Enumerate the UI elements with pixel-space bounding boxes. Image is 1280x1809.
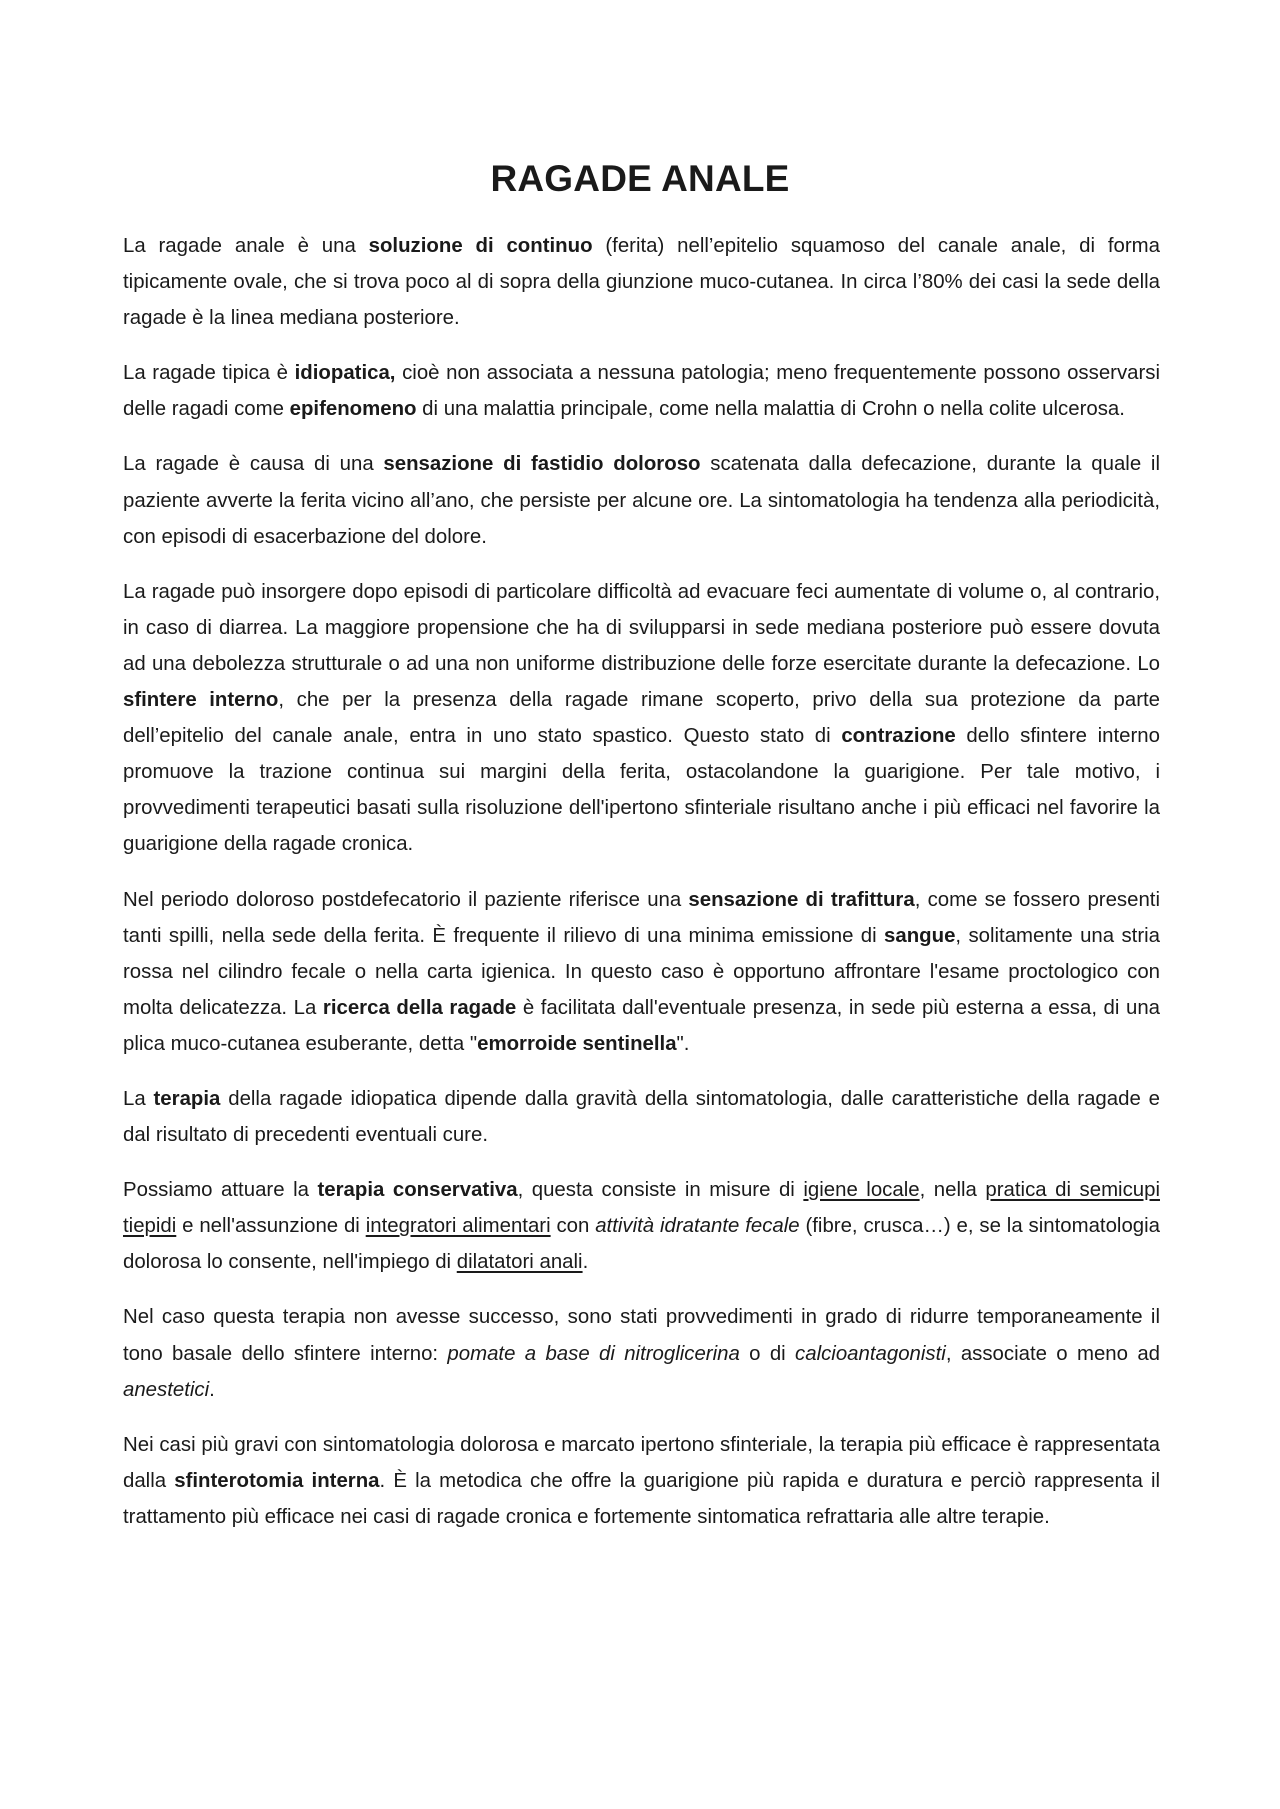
text-run: , questa consiste in misure di	[517, 1179, 804, 1202]
text-run: La	[123, 1087, 154, 1110]
text-run: .	[582, 1251, 589, 1274]
text-run: o di	[739, 1342, 796, 1365]
text-run: e nell'assunzione di	[176, 1215, 366, 1238]
paragraph	[123, 355, 1160, 427]
text-run: (ferita) nell’epitelio squamoso del canale anale, di forma tipicamente ovale, che si trova poco al di sopra della giunzione muco-cutanea. In circa l’80% dei casi la sede della ragade è la linea mediana posteriore.	[123, 235, 1160, 330]
bold-term: sfintere interno	[123, 689, 279, 712]
text-run: è facilitata dall'eventuale presenza, in sede più esterna a essa, di una plica muco-cutanea esuberante, detta "	[123, 996, 1161, 1055]
bold-term: soluzione di continuo	[368, 235, 593, 257]
underlined-term: pratica di semicupi tiepidi	[123, 1179, 1160, 1238]
paragraph	[123, 882, 1160, 1062]
paragraph	[123, 1081, 1160, 1153]
text-run: con	[550, 1215, 596, 1238]
text-run: cioè non associata a nessuna patologia; meno frequentemente possono osservarsi delle ragadi come	[123, 362, 1160, 421]
text-run: Nel periodo doloroso postdefecatorio il paziente riferisce una	[123, 888, 689, 911]
paragraph	[123, 446, 1160, 554]
bold-term: contrazione	[841, 725, 956, 748]
text-run: , solitamente una stria rossa nel cilindro fecale o nella carta igienica. In questo caso è opportuno affrontare l'esame proctologico con molta delicatezza. La	[123, 924, 1160, 1019]
bold-term: sfinterotomia interna	[174, 1469, 380, 1492]
underlined-term: integratori alimentari	[365, 1215, 551, 1238]
text-run: La ragade può insorgere dopo episodi di particolare difficoltà ad evacuare feci aumentate di volume o, al contrario, in caso di diarrea. La maggiore propensione che ha di svilupparsi in sede mediana posteriore può essere dovuta ad una debolezza strutturale o ad una non uniforme distribuzione delle forze esercitate durante la defecazione. Lo	[123, 580, 1160, 675]
text-run: Nei casi più gravi con sintomatologia dolorosa e marcato ipertono sfinteriale, la terapia più efficace è rappresentata dalla	[123, 1433, 1160, 1492]
bold-term: emorroide sentinella	[477, 1032, 677, 1055]
document-title: RAGADE ANALE	[490, 158, 790, 199]
paragraph	[123, 1427, 1160, 1535]
text-run: della ragade idiopatica dipende dalla gravità della sintomatologia, dalle caratteristiche della ragade e dal risultato di precedenti eventuali cure.	[123, 1087, 1160, 1147]
text-run: . È la metodica che offre la guarigione più rapida e duratura e perciò rappresenta il trattamento più efficace nei casi di ragade cronica e fortemente sintomatica refrattaria alle altre terapie.	[123, 1469, 1160, 1528]
text-run: Nel caso questa terapia non avesse successo, sono stati provvedimenti in grado di ridurre temporaneamente il tono basale dello sfintere interno:	[123, 1306, 1160, 1365]
underlined-term: dilatatori anali	[456, 1251, 583, 1274]
text-run: La ragade è causa di una	[123, 453, 384, 476]
paragraph	[123, 574, 1160, 863]
text-run: Possiamo attuare la	[123, 1179, 318, 1202]
italic-term: attività idratante fecale	[595, 1215, 800, 1238]
text-run: .	[209, 1378, 215, 1401]
underlined-term: igiene locale	[803, 1179, 920, 1202]
text-run: ".	[676, 1032, 690, 1055]
bold-term: epifenomeno	[289, 398, 417, 421]
italic-term: calcioantagonisti	[795, 1342, 946, 1365]
document-body	[123, 228, 1160, 1554]
italic-term: pomate a base di nitroglicerina	[447, 1342, 740, 1365]
bold-term: terapia	[153, 1087, 221, 1110]
paragraph	[123, 1172, 1160, 1280]
bold-term: sensazione di trafittura	[688, 888, 915, 911]
text-run: , come se fossero presenti tanti spilli, nella sede della ferita. È frequente il rilievo di una minima emissione di	[123, 888, 1160, 947]
text-run: dello sfintere interno promuove la trazione continua sui margini della ferita, ostacolandone la guarigione. Per tale motivo, i provvedimenti terapeutici basati sulla risoluzione dell'ipertono sfinteriale risultano anche i più efficaci nel favorire la guarigione della ragade cronica.	[123, 725, 1160, 856]
bold-term: sangue	[884, 924, 956, 947]
text-run: (fibre, crusca…) e, se la sintomatologia dolorosa lo consente, nell'impiego di	[123, 1215, 1160, 1274]
bold-term: ricerca della ragade	[322, 996, 517, 1019]
bold-term: idiopatica,	[294, 362, 396, 385]
bold-term: terapia conservativa	[317, 1179, 518, 1202]
bold-term: sensazione di fastidio doloroso	[383, 453, 701, 476]
text-run: , che per la presenza della ragade rimane scoperto, privo della sua protezione da parte dell’epitelio del canale anale, entra in uno stato spastico. Questo stato di	[123, 689, 1160, 748]
text-run: La ragade tipica è	[123, 362, 295, 385]
text-run: La ragade anale è una	[123, 235, 369, 257]
paragraph	[123, 228, 1160, 336]
italic-term: anestetici	[123, 1378, 210, 1401]
text-run: di una malattia principale, come nella malattia di Crohn o nella colite ulcerosa.	[416, 398, 1125, 421]
text-run: , associate o meno ad	[945, 1342, 1160, 1365]
text-run: , nella	[919, 1179, 986, 1202]
text-run: scatenata dalla defecazione, durante la quale il paziente avverte la ferita vicino all’ano, che persiste per alcune ore. La sintomatologia ha tendenza alla periodicità, con episodi di esacerbazione del dolore.	[123, 453, 1160, 548]
paragraph	[123, 1299, 1160, 1407]
